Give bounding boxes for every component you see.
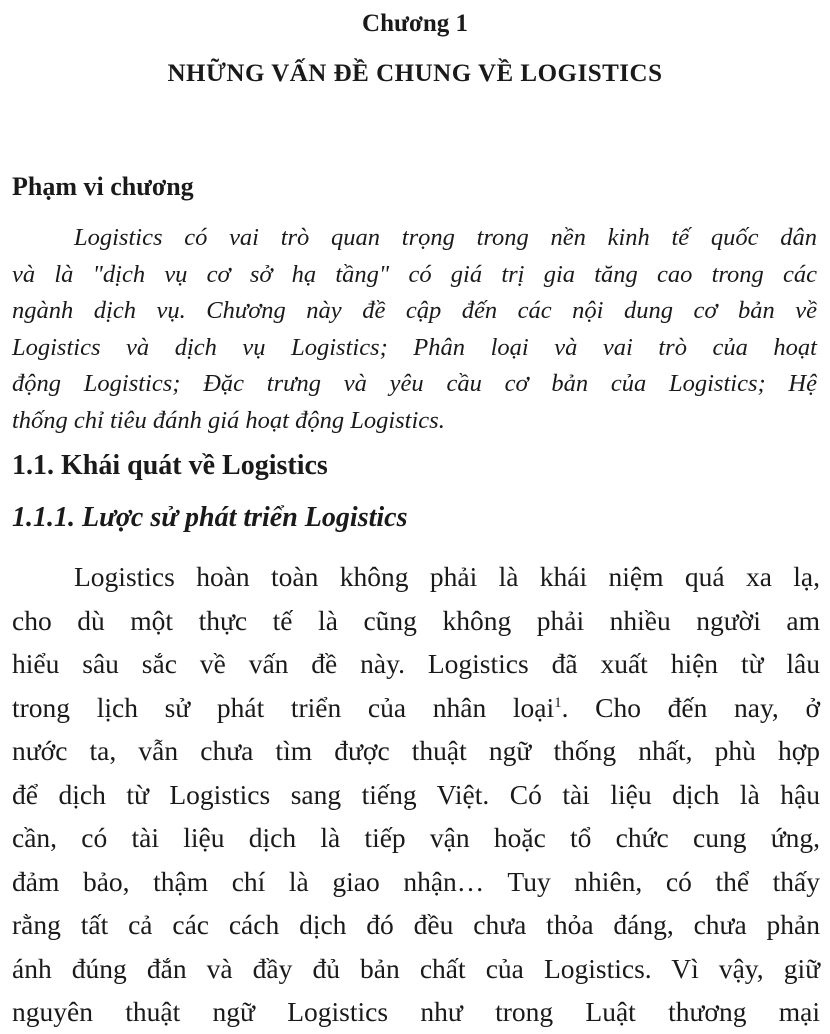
- footnote-marker[interactable]: 1: [554, 694, 562, 711]
- scope-line: thống chỉ tiêu đánh giá hoạt động Logistics.: [12, 406, 445, 434]
- body-line: rằng tất cả các cách dịch đó đều chưa thỏa đáng, chưa phản: [12, 909, 820, 940]
- body-line: để dịch từ Logistics sang tiếng Việt. Có tài liệu dịch là hậu: [12, 778, 820, 810]
- body-text-segment: . Cho đến nay, ở: [561, 691, 820, 723]
- body-line: nguyên thuật ngữ Logistics như trong Luật thương mại: [12, 996, 820, 1027]
- body-line: nước ta, vẫn chưa tìm được thuật ngữ thống nhất, phù hợp: [12, 735, 820, 766]
- body-line: đảm bảo, thậm chí là giao nhận… Tuy nhiên, có thể thấy: [12, 865, 820, 897]
- body-line: cho dù một thực tế là cũng không phải nhiều người am: [12, 604, 820, 636]
- body-text-segment: trong lịch sử phát triển của nhân loại: [12, 691, 555, 723]
- body-line: ánh đúng đắn và đầy đủ bản chất của Logistics. Vì vậy, giữ: [12, 952, 820, 984]
- scope-paragraph: [12, 220, 817, 439]
- body-line: hiểu sâu sắc về vấn đề này. Logistics đã xuất hiện từ lâu: [12, 648, 820, 679]
- scope-line: ngành dịch vụ. Chương này đề cập đến các nội dung cơ bản về: [12, 297, 817, 324]
- body-paragraph: [12, 555, 820, 1034]
- chapter-title: NHỮNG VẤN ĐỀ CHUNG VỀ LOGISTICS: [167, 60, 663, 87]
- chapter-label: Chương 1: [362, 10, 468, 37]
- section-heading: 1.1. Khái quát về Logistics: [12, 450, 328, 481]
- body-line: cần, có tài liệu dịch là tiếp vận hoặc tổ chức cung ứng,: [12, 822, 820, 853]
- scope-line: Logistics có vai trò quan trọng trong nền kinh tế quốc dân: [74, 224, 817, 251]
- scope-line: và là "dịch vụ cơ sở hạ tầng" có giá trị gia tăng cao trong các: [12, 260, 817, 288]
- body-line-with-footnote: [12, 686, 820, 730]
- scope-line: Logistics và dịch vụ Logistics; Phân loại và vai trò của hoạt: [12, 333, 817, 361]
- scope-line: động Logistics; Đặc trưng và yêu cầu cơ bản của Logistics; Hệ: [12, 370, 817, 397]
- subsection-heading: 1.1.1. Lược sử phát triển Logistics: [12, 502, 408, 533]
- scope-heading: Phạm vi chương: [12, 172, 194, 201]
- body-line: Logistics hoàn toàn không phải là khái niệm quá xa lạ,: [74, 561, 820, 592]
